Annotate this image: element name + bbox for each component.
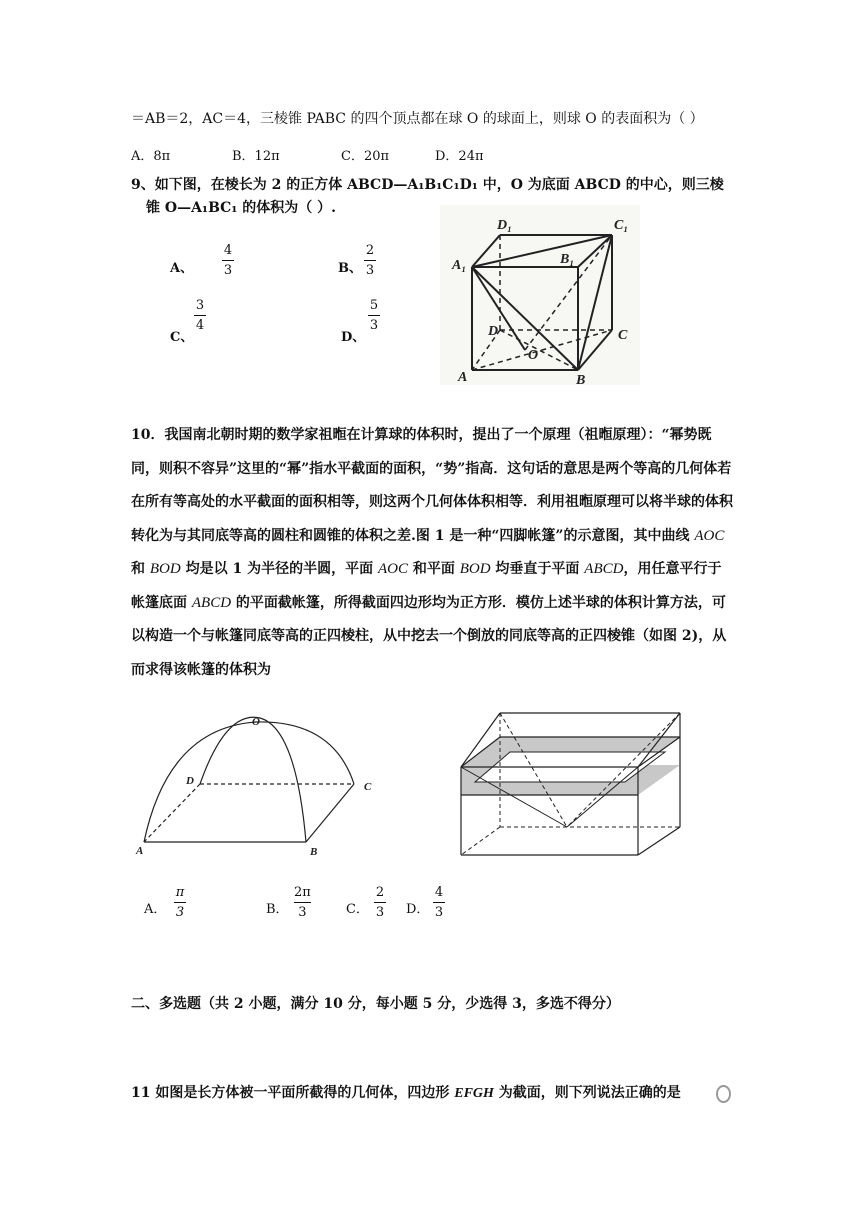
math-aoc: AOC [694, 527, 725, 544]
q10-text-7: 的平面截帐篷，所得截面四边形均为正方形．模仿上述半球的体积计算方法，可以构造一个与帐篷同底等高的正四棱柱，从中挖去一个倒放的同底等高的正四棱锥（如图 2)，从而求得该帐篷的体积为 [131, 594, 727, 678]
q9-option-d-label: D、 [341, 330, 366, 345]
label-a1: A₁ [452, 258, 467, 273]
denominator: 3 [365, 263, 375, 278]
label-d1: D₁ [497, 218, 512, 233]
denominator: 3 [175, 905, 185, 920]
q11-text-1: 11 如图是长方体被一平面所截得的几何体，四边形 [131, 1085, 455, 1101]
denominator: 3 [375, 905, 385, 920]
tent-label-d: D [186, 775, 194, 787]
q10-option-a-fraction [174, 886, 186, 919]
math-abcd: ABCD [191, 594, 232, 611]
q10-option-d-fraction [433, 886, 445, 919]
math-aoc: AOC [377, 561, 408, 577]
q10-option-c-label: C． [346, 902, 369, 917]
numerator: 2 [375, 885, 385, 900]
label-a: A [458, 370, 468, 385]
numerator: 4 [223, 243, 233, 258]
q10-option-a-label: A． [144, 902, 167, 917]
tent-label-o: O [252, 716, 260, 728]
q9-option-b-label: B、 [338, 261, 362, 276]
q10-text-and: 和 [131, 561, 150, 577]
prism-figure [455, 705, 690, 860]
q9-option-a-label: A、 [170, 261, 194, 276]
numerator: 4 [434, 885, 444, 900]
q9-stem-line2: 锥 O—A₁BC₁ 的体积为（ ）. [146, 200, 337, 216]
denominator: 3 [369, 318, 379, 333]
q10-option-b-fraction [294, 886, 311, 919]
q9-option-b-fraction [364, 244, 376, 277]
numerator: 2 [365, 243, 375, 258]
circle-mark-icon [716, 1085, 731, 1103]
label-b: B [576, 373, 586, 385]
q9-stem-line1: 9、如下图，在棱长为 2 的正方体 ABCD—A₁B₁C₁D₁ 中，O 为底面 ABCD 的中心，则三棱 [131, 177, 724, 193]
numerator: π [175, 885, 185, 900]
math-efgh: EFGH [454, 1086, 494, 1101]
q10-option-c-fraction [374, 886, 386, 919]
q10-text-4: 和平面 [407, 561, 460, 577]
q10-option-d-label: D． [406, 902, 430, 917]
q9-option-c-fraction [194, 299, 206, 332]
q10-text-2: 图 1 是一种“四脚帐篷”的示意图，其中曲线 [415, 527, 695, 544]
q10-text-3: 均是以 1 为半径的半圆，平面 [180, 561, 378, 577]
section-2-heading: 二、多选题（共 2 小题，满分 10 分，每小题 5 分，少选得 3，多选不得分） [131, 996, 620, 1012]
numerator: 3 [195, 298, 205, 313]
label-b1: B₁ [560, 252, 575, 267]
q10-text-5: 均垂直于平面 [490, 561, 585, 577]
math-bod: BOD [149, 561, 181, 577]
q8-option-d: D．24π [435, 149, 484, 164]
q10-option-b-label: B． [266, 902, 289, 917]
numerator: 5 [369, 298, 379, 313]
tent-label-b: B [310, 846, 318, 858]
math-abcd: ABCD [584, 561, 624, 577]
q9-option-c-label: C、 [170, 330, 194, 345]
q8-option-a: A．8π [131, 149, 171, 164]
tent-label-a: A [136, 845, 144, 857]
q10-text-6: ，用任意平行于帐篷底面 [131, 561, 722, 611]
tent-figure [128, 710, 388, 860]
denominator: 4 [195, 318, 205, 333]
label-d: D [488, 324, 499, 339]
numerator: 2π [294, 885, 311, 900]
q8-option-b: B．12π [232, 149, 280, 164]
denominator: 3 [223, 263, 233, 278]
q8-text: ＝AB＝2，AC＝4，三棱锥 PABC 的四个顶点都在球 O 的球面上，则球 O 的表面积为（ ） [131, 111, 704, 127]
q10-paragraph [131, 419, 733, 687]
math-bod: BOD [459, 561, 491, 577]
q9-option-a-fraction [222, 244, 234, 277]
label-o: O [528, 348, 539, 363]
label-c1: C₁ [614, 218, 629, 233]
cube-figure [440, 205, 640, 385]
denominator: 3 [298, 905, 307, 920]
q9-option-d-fraction [368, 299, 380, 332]
q11-stem [131, 1086, 681, 1101]
q8-option-c: C．20π [341, 149, 390, 164]
tent-label-c: C [364, 781, 372, 793]
label-c: C [618, 328, 628, 343]
q10-text-1: 10．我国南北朝时期的数学家祖暅在计算球的体积时，提出了一个原理（祖暅原理）：“幂势既同，则积不容异”这里的“幂”指水平截面的面积，“势”指高．这句话的意思是两个等高的几何体若在所有等高处的水平截面的面积相等，则这两个几何体体积相等．利用祖暅原理可以将半球的体积转化为与其同底等高的圆柱和圆锥的体积之差. [131, 427, 733, 544]
denominator: 3 [434, 905, 444, 920]
q11-text-2: 为截面，则下列说法正确的是 [493, 1085, 681, 1101]
